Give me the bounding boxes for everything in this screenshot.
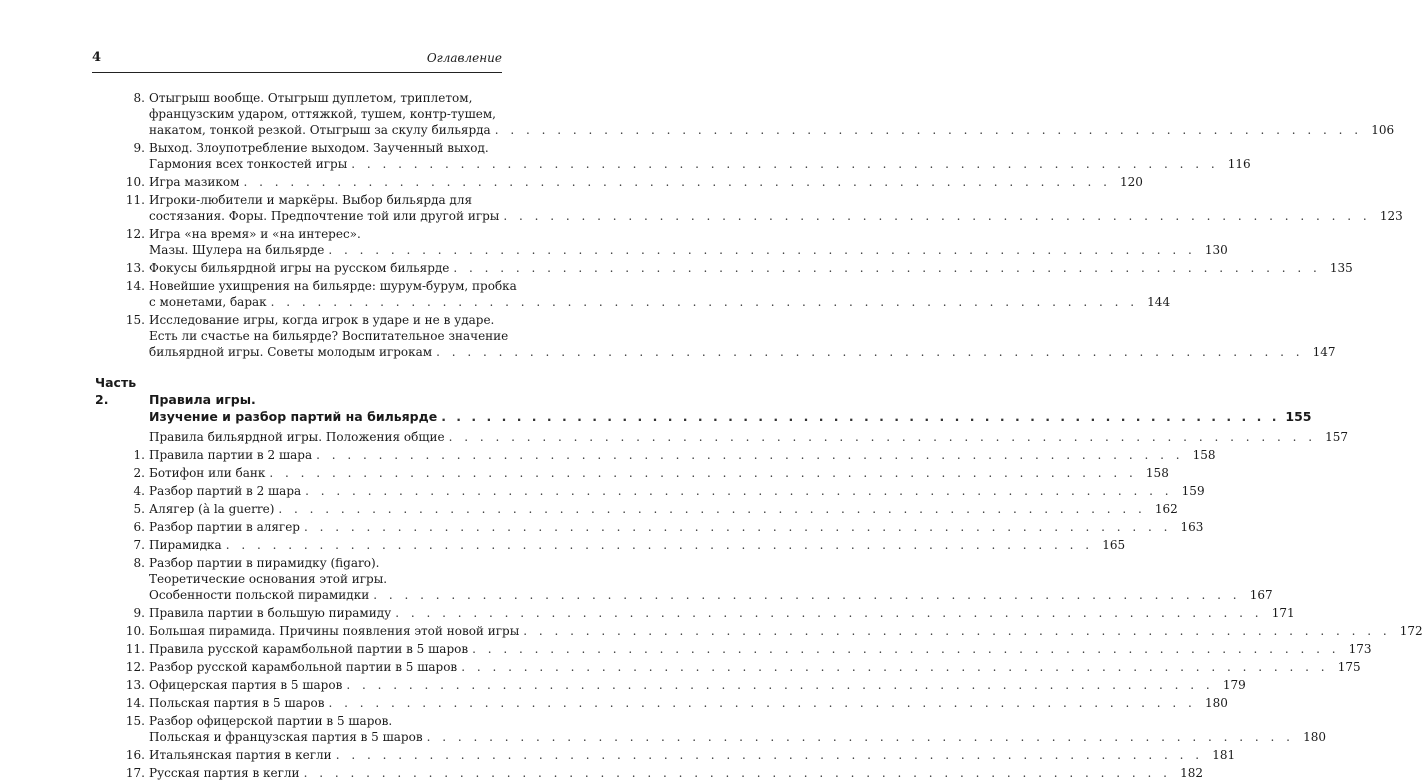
dot-leader (328, 242, 1195, 258)
dot-leader (441, 408, 1279, 425)
toc-entry (95, 174, 1143, 190)
toc-entry (95, 226, 1228, 258)
entry-body (149, 429, 1348, 445)
toc-entry (95, 659, 1361, 675)
page-number: 4 (92, 50, 102, 65)
dot-leader (449, 429, 1316, 445)
toc-entry (95, 765, 1203, 781)
entry-page-number: 123 (1379, 209, 1403, 223)
dot-leader (427, 729, 1294, 745)
entry-title-line: Теоретические основания этой игры. (149, 572, 388, 586)
entry-title-line: Новейшие ухищрения на бильярде: шурум-бурум, пробка (149, 279, 517, 293)
entry-title-line: Итальянская партия в кегли (149, 748, 332, 762)
entry-title-line: Игра мазиком (149, 175, 240, 189)
entry-body (149, 483, 1205, 499)
entry-title-line: Польская и французская партия в 5 шаров (149, 730, 423, 744)
toc-entry (95, 483, 1205, 499)
dot-leader (271, 294, 1138, 310)
dot-leader (395, 605, 1262, 621)
entry-page-number: 157 (1325, 430, 1349, 444)
entry-title-line: Разбор партии в пирамидку (figaro). (149, 556, 380, 570)
entry-body (149, 695, 1228, 711)
entry-title-line: Мазы. Шулера на бильярде (149, 243, 325, 257)
entry-title-line: Игроки-любители и маркёры. Выбор бильярда для (149, 193, 473, 207)
entry-title-line: Отыгрыш вообще. Отыгрыш дуплетом, триплетом, (149, 91, 473, 105)
entry-page-number: 162 (1154, 502, 1178, 516)
dot-leader (328, 695, 1195, 711)
entry-page-number: 106 (1371, 123, 1395, 137)
dot-leader (226, 537, 1093, 553)
dot-leader (244, 174, 1111, 190)
dot-leader (336, 747, 1203, 763)
toc-entry (95, 312, 1336, 360)
table-of-contents (95, 90, 1423, 783)
entry-page-number: 180 (1303, 730, 1326, 744)
toc-entry (95, 501, 1178, 517)
entry-body (149, 278, 1170, 310)
toc-list-part1 (95, 90, 1403, 360)
entry-title-line: Исследование игры, когда игрок в ударе и не в ударе. (149, 313, 495, 327)
dot-leader (278, 501, 1145, 517)
entry-body (149, 641, 1372, 657)
part-title-1: Правила игры. (149, 392, 256, 407)
entry-page-number: 181 (1212, 748, 1236, 762)
dot-leader (373, 587, 1240, 603)
entry-body (149, 519, 1203, 535)
toc-entry (95, 192, 1403, 224)
entry-body (149, 447, 1216, 463)
entry-number: 8. (133, 556, 145, 570)
entry-number: 13. (125, 678, 145, 692)
entry-body (149, 90, 1394, 138)
entry-number: 14. (125, 696, 145, 710)
toc-entry (95, 260, 1353, 276)
entry-title-line: с монетами, барак (149, 295, 267, 309)
entry-title-line: Фокусы бильярдной игры на русском бильярде (149, 261, 450, 275)
entry-number: 9. (133, 141, 145, 155)
dot-leader (269, 465, 1136, 481)
dot-leader (316, 447, 1183, 463)
entry-number: 16. (125, 748, 145, 762)
toc-entry (95, 641, 1372, 657)
entry-number: 10. (125, 624, 145, 638)
entry-number: 8. (133, 91, 145, 105)
entry-number: 4. (133, 484, 145, 498)
entry-number: 15. (125, 714, 145, 728)
toc-entry (95, 747, 1236, 763)
toc-entry (95, 140, 1251, 172)
dot-leader (503, 208, 1370, 224)
dot-leader (436, 344, 1303, 360)
entry-number: 13. (125, 261, 145, 275)
entry-number: 9. (133, 606, 145, 620)
page-header (92, 50, 502, 73)
entry-number: 17. (125, 766, 145, 780)
entry-title-line: Разбор офицерской партии в 5 шаров. (149, 714, 393, 728)
entry-title-line: Правила партии в 2 шара (149, 448, 313, 462)
toc-entry (95, 465, 1169, 481)
entry-body (149, 501, 1178, 517)
entry-page-number: 172 (1399, 624, 1423, 638)
dot-leader (305, 483, 1172, 499)
dot-leader (453, 260, 1320, 276)
entry-number: 14. (125, 279, 145, 293)
entry-title-line: Алягер (à la guerre) (149, 502, 275, 516)
entry-number: 6. (133, 520, 145, 534)
entry-page-number: 130 (1204, 243, 1228, 257)
part-title-2: Изучение и разбор партий на бильярде (149, 409, 438, 424)
entry-number: 11. (125, 642, 145, 656)
part-page: 155 (1285, 409, 1312, 424)
entry-title-line: Русская партия в кегли (149, 766, 300, 780)
toc-entry (95, 537, 1126, 553)
entry-title-line: Правила бильярдной игры. Положения общие (149, 430, 445, 444)
toc-entry (95, 519, 1204, 535)
entry-title-line: Разбор русской карамбольной партии в 5 шаров (149, 660, 458, 674)
toc-entry (95, 623, 1423, 639)
entry-number: 12. (125, 660, 145, 674)
entry-number: 12. (125, 227, 145, 241)
entry-page-number: 120 (1120, 175, 1143, 189)
toc-entry (95, 677, 1246, 693)
dot-leader (351, 156, 1218, 172)
entry-page-number: 165 (1102, 538, 1126, 552)
entry-body (149, 465, 1169, 481)
entry-title-line: Выход. Злоупотребление выходом. Заученный выход. (149, 141, 489, 155)
dot-leader (346, 677, 1213, 693)
entry-body (149, 605, 1295, 621)
entry-title-line: Разбор партии в алягер (149, 520, 300, 534)
entry-body (149, 765, 1203, 781)
toc-list-part2 (95, 429, 1423, 781)
toc-entry (95, 429, 1349, 445)
dot-leader (472, 641, 1339, 657)
entry-number: 10. (125, 175, 145, 189)
entry-page-number: 116 (1227, 157, 1251, 171)
toc-entry (95, 695, 1228, 711)
toc-entry (95, 555, 1273, 603)
entry-title-line: Правила русской карамбольной партии в 5 шаров (149, 642, 469, 656)
entry-page-number: 175 (1337, 660, 1361, 674)
toc-entry (95, 90, 1395, 138)
dot-leader (461, 659, 1328, 675)
entry-body (149, 260, 1353, 276)
entry-body (149, 747, 1235, 763)
entry-body (149, 192, 1403, 224)
toc-entry (95, 713, 1326, 745)
dot-leader (304, 765, 1171, 781)
dot-leader (495, 122, 1362, 138)
entry-number: 15. (125, 313, 145, 327)
part-label: Часть 2. (95, 375, 137, 407)
entry-title-line: Офицерская партия в 5 шаров (149, 678, 343, 692)
dot-leader (523, 623, 1390, 639)
entry-body (149, 174, 1143, 190)
entry-page-number: 163 (1180, 520, 1204, 534)
entry-body (149, 659, 1361, 675)
entry-title-line: французским ударом, оттяжкой, тушем, контр-тушем, (149, 107, 496, 121)
dot-leader (304, 519, 1171, 535)
entry-title-line: Игра «на время» и «на интерес». (149, 227, 361, 241)
toc-entry (95, 447, 1216, 463)
entry-number: 2. (133, 466, 145, 480)
entry-title-line: Разбор партий в 2 шара (149, 484, 302, 498)
entry-page-number: 135 (1329, 261, 1353, 275)
entry-page-number: 173 (1348, 642, 1372, 656)
entry-title-line: бильярдной игры. Советы молодым игрокам (149, 345, 433, 359)
entry-page-number: 179 (1222, 678, 1246, 692)
entry-title-line: накатом, тонкой резкой. Отыгрыш за скулу бильярда (149, 123, 491, 137)
entry-page-number: 144 (1147, 295, 1171, 309)
entry-page-number: 158 (1192, 448, 1216, 462)
entry-number: 1. (133, 448, 145, 462)
entry-page-number: 147 (1312, 345, 1336, 359)
entry-title-line: Есть ли счастье на бильярде? Воспитательное значение (149, 329, 509, 343)
entry-title-line: Ботифон или банк (149, 466, 266, 480)
entry-body (149, 677, 1246, 693)
entry-page-number: 167 (1249, 588, 1273, 602)
part-heading (95, 374, 1312, 425)
toc-entry (95, 278, 1171, 310)
entry-title-line: Пирамидка (149, 538, 222, 552)
entry-page-number: 159 (1181, 484, 1205, 498)
entry-title-line: Правила партии в большую пирамиду (149, 606, 392, 620)
entry-body (149, 312, 1336, 360)
entry-title-line: Особенности польской пирамидки (149, 588, 370, 602)
entry-title-line: Польская партия в 5 шаров (149, 696, 325, 710)
entry-body (149, 713, 1326, 745)
entry-body (149, 623, 1423, 639)
entry-page-number: 180 (1204, 696, 1228, 710)
entry-page-number: 171 (1271, 606, 1295, 620)
entry-title-line: состязания. Форы. Предпочтение той или другой игры (149, 209, 500, 223)
entry-body (149, 555, 1273, 603)
entry-body (149, 226, 1228, 258)
running-title: Оглавление (426, 51, 502, 65)
entry-number: 11. (125, 193, 145, 207)
entry-number: 7. (133, 538, 145, 552)
entry-page-number: 158 (1145, 466, 1169, 480)
entry-title-line: Гармония всех тонкостей игры (149, 157, 348, 171)
entry-body (149, 140, 1251, 172)
entry-title-line: Большая пирамида. Причины появления этой новой игры (149, 624, 520, 638)
entry-number: 5. (133, 502, 145, 516)
toc-entry (95, 605, 1295, 621)
entry-body (149, 537, 1125, 553)
entry-page-number: 182 (1180, 766, 1203, 780)
